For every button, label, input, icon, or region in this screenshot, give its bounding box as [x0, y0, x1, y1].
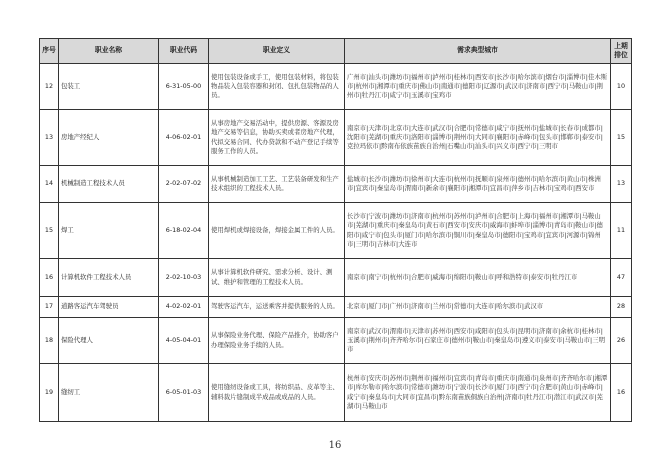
row-definition: 使用缝纫设备或工具，将纺织品、皮革等主、辅料裁片缝制成半成品或成品的人员。	[209, 364, 345, 422]
row-no: 17	[40, 297, 59, 318]
row-rank: 15	[611, 110, 632, 166]
row-rank: 11	[611, 203, 632, 259]
row-no: 19	[40, 364, 59, 422]
row-name: 缝纫工	[59, 364, 159, 422]
row-definition: 从事保险业务代理、保险产品推介，协助客户办理保险业务手续的人员。	[209, 318, 345, 364]
table-row	[40, 259, 632, 297]
table-row	[40, 297, 632, 318]
row-name: 保险代理人	[59, 318, 159, 364]
row-no: 13	[40, 110, 59, 166]
row-rank: 13	[611, 166, 632, 203]
occupation-table	[39, 38, 632, 422]
row-cities: 盐城市|长沙市|潍坊市|徐州市|大连市|杭州市|抚顺市|泉州市|德州市|哈尔滨市|黄山市|株洲市|宜宾市|秦皇岛市|渭南市|新余市|襄阳市|湘潭市|宜昌市|萍乡市|吉林市|宝鸡市|西安市	[345, 166, 611, 203]
header-code: 职业代码	[159, 39, 209, 64]
row-definition: 从事房地产交易活动中，提供房源、客源及房地产交易等信息，协助买卖或者房地产代理，代拟交易合同、代办贷款和不动产登记手续等服务工作的人员。	[209, 110, 345, 166]
row-cities: 长沙市|宁波市|潍坊市|济南市|杭州市|苏州市|泸州市|合肥市|上海市|福州市|湘潭市|马鞍山市|芜湖市|重庆市|秦皇岛市|黄石市|西安市|安庆市|威海市|蚌埠市|淄博市|青岛市|鞍山市|德阳市|咸宁市|包头市|厦门市|哈尔滨市|铜川市|秦皇岛市|德阳市|宝鸡市|宜宾市|河源市|锦州市|三明市|吉林市|大连市	[345, 203, 611, 259]
table-header-row	[40, 39, 632, 64]
row-code: 4-06-02-01	[159, 110, 209, 166]
header-definition: 职业定义	[209, 39, 345, 64]
row-cities: 南京市|武汉市|渭南市|天津市|苏州市|西安市|咸阳市|包头市|昆明市|济南市|余杭市|桂林市|玉溪市|荆州市|齐齐哈尔市|石家庄市|德州市|鞍山市|秦皇岛市|遵义市|泰安市|马鞍山市|三明市	[345, 318, 611, 364]
table-row	[40, 364, 632, 422]
row-code: 6-31-05-00	[159, 64, 209, 110]
row-code: 6-05-01-03	[159, 364, 209, 422]
header-cities: 需求典型城市	[345, 39, 611, 64]
row-cities: 广州市|汕头市|潍坊市|福州市|泸州市|桂林市|西安市|长沙市|哈尔滨市|烟台市|淄博市|佳木斯市|杭州市|湘潭市|重庆市|佛山市|南通市|德阳市|辽源市|武汉市|济南市|西宁市|马鞍山市|荆州市|牡丹江市|咸宁市|玉溪市|宝鸡市	[345, 64, 611, 110]
row-name: 机械制造工程技术人员	[59, 166, 159, 203]
header-rank: 上期排位	[611, 39, 632, 64]
row-definition: 驾驶客运汽车，运送乘客并提供服务的人员。	[209, 297, 345, 318]
page-number: 16	[328, 440, 342, 451]
header-no: 序号	[40, 39, 59, 64]
row-code: 4-02-02-01	[159, 297, 209, 318]
row-cities: 南京市|天津市|北京市|大连市|武汉市|合肥市|常德市|咸宁市|抚州市|盐城市|长春市|成都市|沈阳市|芜湖市|重庆市|洛阳市|淄博市|荆州市|大同市|襄阳市|赤峰市|包头市|邯郸市|泰安市|克拉玛依市|黔南布依族苗族自治州|石嘴山市|汕头市|兴义市|西宁市|三明市	[345, 110, 611, 166]
table-row	[40, 166, 632, 203]
row-rank: 47	[611, 259, 632, 297]
row-no: 15	[40, 203, 59, 259]
row-name: 计算机软件工程技术人员	[59, 259, 159, 297]
row-definition: 使用包装设备或手工，使用包装材料，将包装物品装入包装容器和封闭、包扎包装物品的人员。	[209, 64, 345, 110]
row-definition: 从事机械制造加工工艺、工艺装备研发和生产技术组织的工程技术人员。	[209, 166, 345, 203]
row-no: 12	[40, 64, 59, 110]
row-cities: 南京市|南宁市|杭州市|合肥市|威海市|绵阳市|鞍山市|呼和浩特市|泰安市|牡丹江市	[345, 259, 611, 297]
table-row	[40, 64, 632, 110]
document-page	[39, 38, 631, 422]
row-no: 14	[40, 166, 59, 203]
row-rank: 26	[611, 318, 632, 364]
row-rank: 16	[611, 364, 632, 422]
row-rank: 10	[611, 64, 632, 110]
row-no: 18	[40, 318, 59, 364]
header-name: 职业名称	[59, 39, 159, 64]
row-definition: 使用焊机或焊接设备，焊接金属工件的人员。	[209, 203, 345, 259]
row-name: 焊工	[59, 203, 159, 259]
row-cities: 北京市|厦门市|广州市|济南市|兰州市|常德市|大连市|哈尔滨市|武汉市	[345, 297, 611, 318]
row-code: 6-18-02-04	[159, 203, 209, 259]
table-row	[40, 318, 632, 364]
row-code: 2-02-10-03	[159, 259, 209, 297]
table-row	[40, 203, 632, 259]
row-code: 4-05-04-01	[159, 318, 209, 364]
row-code: 2-02-07-02	[159, 166, 209, 203]
row-name: 房地产经纪人	[59, 110, 159, 166]
row-rank: 28	[611, 297, 632, 318]
row-no: 16	[40, 259, 59, 297]
row-definition: 从事计算机软件研究、需求分析、设计、测试、维护和管理的工程技术人员。	[209, 259, 345, 297]
row-name: 包装工	[59, 64, 159, 110]
table-row	[40, 110, 632, 166]
row-cities: 杭州市|安庆市|苏州市|荆州市|福州市|宜宾市|青岛市|重庆市|南通市|泉州市|齐齐哈尔市|湘潭市|库尔勒市|哈尔滨市|常德市|潍坊市|宁波市|长沙市|厦门市|西宁市|合肥市|黄山市|赤峰市|咸宁市|秦皇岛市|大同市|宜昌市|黔东南苗族侗族自治州|济南市|牡丹江市|潜江市|武汉市|芜湖市|马鞍山市	[345, 364, 611, 422]
row-name: 道路客运汽车驾驶员	[59, 297, 159, 318]
